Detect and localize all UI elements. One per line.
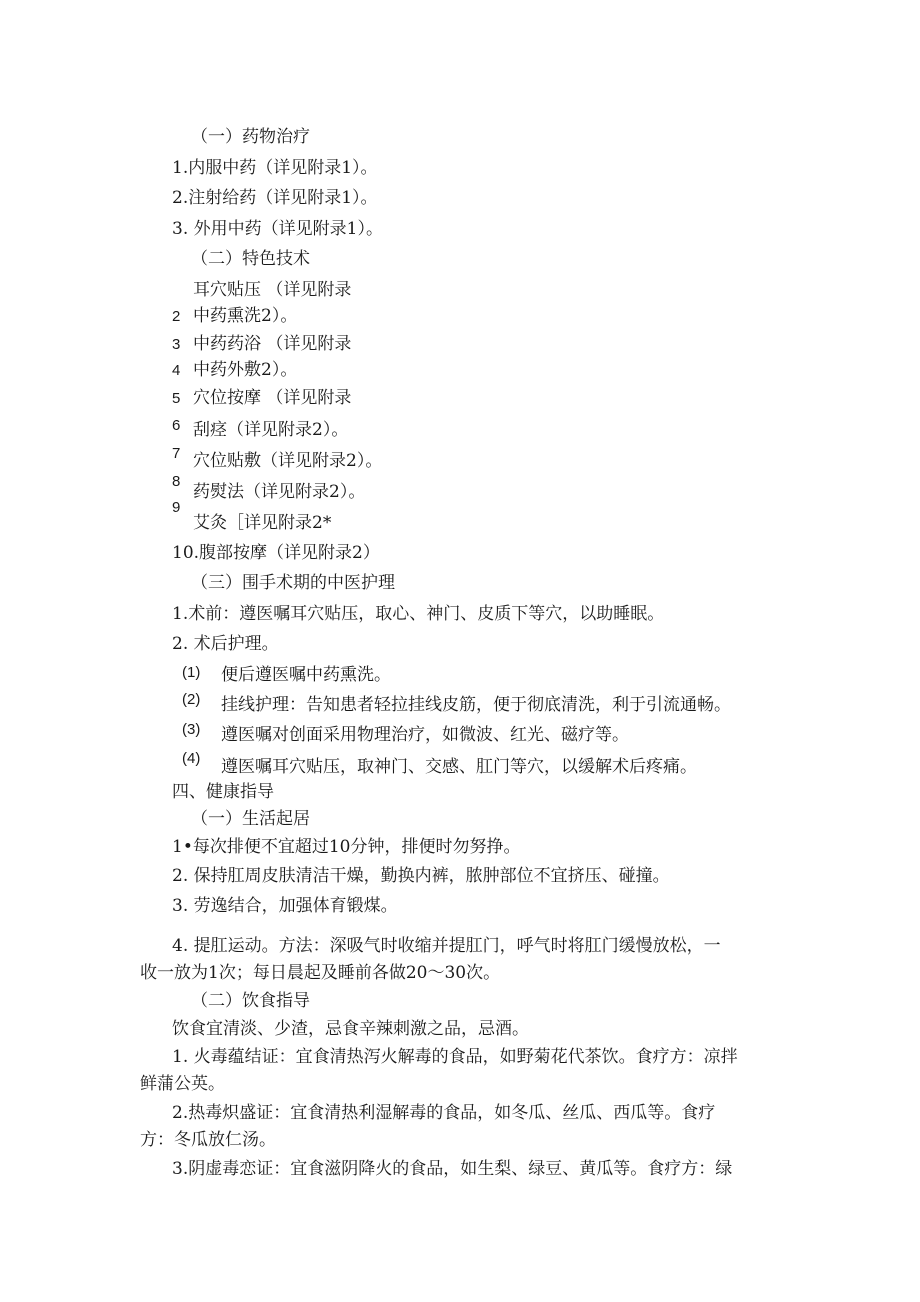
list-number: (1) (182, 664, 201, 681)
text-line: 2. 术后护理。 (172, 634, 279, 654)
list-number: (3) (182, 721, 201, 738)
text-line: 3. 外用中药（详见附录1）。 (172, 219, 383, 239)
text-line: 遵医嘱对创面采用物理治疗，如微波、红光、磁疗等。 (221, 725, 629, 745)
text-line: 挂线护理：告知患者轻拉挂线皮筋，便于彻底清洗，利于引流通畅。 (221, 695, 731, 715)
text-line: 饮食宜清淡、少渣，忌食辛辣刺激之品，忌酒。 (172, 1019, 529, 1039)
section-heading-diet: （二）饮食指导 (191, 991, 310, 1011)
text-line: 鲜蒲公英。 (140, 1074, 225, 1094)
text-line: 1.术前：遵医嘱耳穴贴压，取心、神门、皮质下等穴，以助睡眠。 (172, 604, 665, 624)
text-line: 1.内服中药（详见附录1）。 (172, 158, 378, 178)
text-line: 收一放为1次；每日晨起及睡前各做20～30次。 (140, 963, 501, 983)
text-line: 2.注射给药（详见附录1）。 (172, 188, 378, 208)
text-line: 穴位贴敷（详见附录2）。 (193, 451, 383, 471)
list-number: 6 (172, 417, 181, 434)
chapter-heading-health-guidance: 四、健康指导 (172, 782, 274, 802)
section-heading-daily-life: （一）生活起居 (191, 809, 310, 829)
text-line: 中药外敷2）。 (193, 360, 298, 380)
text-line: 方：冬瓜放仁汤。 (140, 1130, 276, 1150)
text-line: 2. 保持肛周皮肤清洁干燥，勤换内裤，脓肿部位不宜挤压、碰撞。 (172, 866, 670, 886)
list-number: 5 (172, 390, 181, 407)
list-number: 9 (172, 499, 181, 516)
list-number: 4 (172, 362, 181, 379)
text-line: 穴位按摩 （详见附录 (193, 388, 352, 408)
text-line: 便后遵医嘱中药熏洗。 (221, 665, 391, 685)
text-line: 中药熏洗2）。 (193, 306, 298, 326)
section-heading-techniques: （二）特色技术 (191, 249, 310, 269)
text-line: 3. 劳逸结合，加强体育锻煤。 (172, 896, 398, 916)
section-heading-perioperative: （三）围手术期的中医护理 (191, 573, 395, 593)
text-line: 1. 火毒蕴结证：宜食清热泻火解毒的食品，如野菊花代茶饮。食疗方：凉拌 (172, 1047, 738, 1067)
text-line: 10.腹部按摩（详见附录2） (172, 543, 380, 563)
section-heading-medication: （一）药物治疗 (191, 127, 310, 147)
text-line: 3.阴虚毒恋证：宜食滋阴降火的食品，如生梨、绿豆、黄瓜等。食疗方：绿 (172, 1159, 733, 1179)
text-line: 药熨法（详见附录2）。 (193, 482, 366, 502)
list-number: (2) (182, 691, 201, 708)
text-line: 耳穴贴压 （详见附录 (193, 280, 352, 300)
list-number: (4) (182, 750, 201, 767)
text-line: 中药药浴 （详见附录 (193, 334, 352, 354)
text-line: 遵医嘱耳穴贴压，取神门、交感、肛门等穴，以缓解术后疼痛。 (221, 757, 697, 777)
text-line: 2.热毒炽盛证：宜食清热利湿解毒的食品，如冬瓜、丝瓜、西瓜等。食疗 (172, 1103, 716, 1123)
list-number: 2 (172, 308, 181, 325)
text-line: 1•每次排便不宜超过10分钟，排便时勿努挣。 (172, 837, 521, 857)
list-number: 3 (172, 336, 181, 353)
list-number: 7 (172, 445, 181, 462)
text-line: 4. 提肛运动。方法：深吸气时收缩并提肛门，呼气时将肛门缓慢放松，一 (172, 936, 721, 956)
text-line: 刮痉（详见附录2）。 (193, 420, 349, 440)
list-number: 8 (172, 473, 181, 490)
text-line: 艾灸［详见附录2* (193, 513, 332, 533)
